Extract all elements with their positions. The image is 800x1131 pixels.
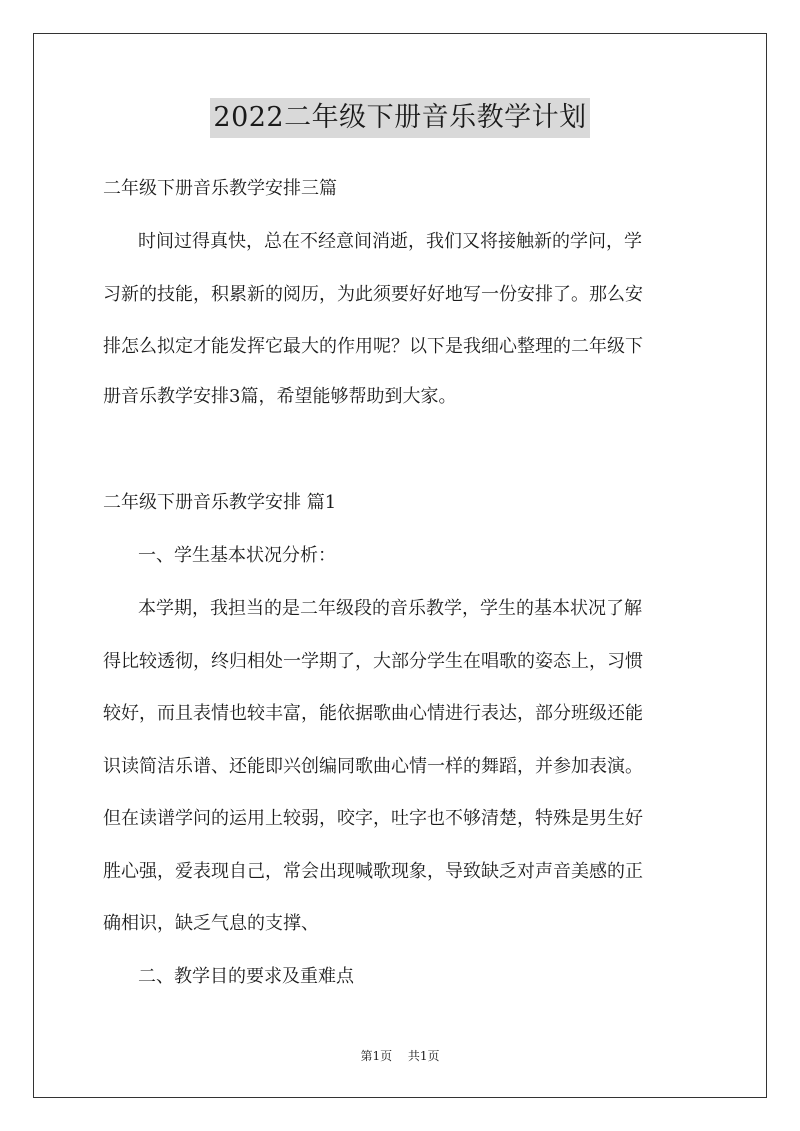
paragraph-line: 习新的技能，积累新的阅历，为此须要好好地写一份安排了。那么安 bbox=[103, 284, 643, 305]
page-total: 共1页 bbox=[407, 1049, 440, 1063]
paragraph-line: 时间过得真快，总在不经意间消逝，我们又将接触新的学问，学 bbox=[138, 231, 642, 252]
paragraph-line: 较好，而且表情也较丰富，能依据歌曲心情进行表达，部分班级还能 bbox=[103, 703, 643, 724]
paragraph-line: 册音乐教学安排3篇，希望能够帮助到大家。 bbox=[103, 386, 457, 407]
title-wrap bbox=[0, 98, 800, 138]
subsection-heading: 一、学生基本状况分析： bbox=[138, 545, 336, 566]
paragraph-line: 排怎么拟定才能发挥它最大的作用呢？以下是我细心整理的二年级下 bbox=[103, 336, 643, 357]
paragraph-line: 确相识，缺乏气息的支撑、 bbox=[103, 913, 319, 934]
section-heading: 二年级下册音乐教学安排 篇1 bbox=[103, 492, 337, 513]
subsection-heading: 二、教学目的要求及重难点 bbox=[138, 966, 354, 987]
document-title: 2022二年级下册音乐教学计划 bbox=[210, 98, 589, 138]
paragraph-line: 得比较透彻，终归相处一学期了，大部分学生在唱歌的姿态上，习惯 bbox=[103, 651, 643, 672]
subtitle-line: 二年级下册音乐教学安排三篇 bbox=[103, 178, 337, 199]
page-number: 第1页 bbox=[360, 1049, 393, 1063]
paragraph-line: 胜心强，爱表现自己，常会出现喊歌现象，导致缺乏对声音美感的正 bbox=[103, 861, 643, 882]
paragraph-line: 但在读谱学问的运用上较弱，咬字，吐字也不够清楚，特殊是男生好 bbox=[103, 808, 643, 829]
page-footer bbox=[0, 1047, 800, 1064]
paragraph-line: 本学期，我担当的是二年级段的音乐教学，学生的基本状况了解 bbox=[138, 598, 642, 619]
paragraph-line: 识读简洁乐谱、还能即兴创编同歌曲心情一样的舞蹈，并参加表演。 bbox=[103, 756, 643, 777]
